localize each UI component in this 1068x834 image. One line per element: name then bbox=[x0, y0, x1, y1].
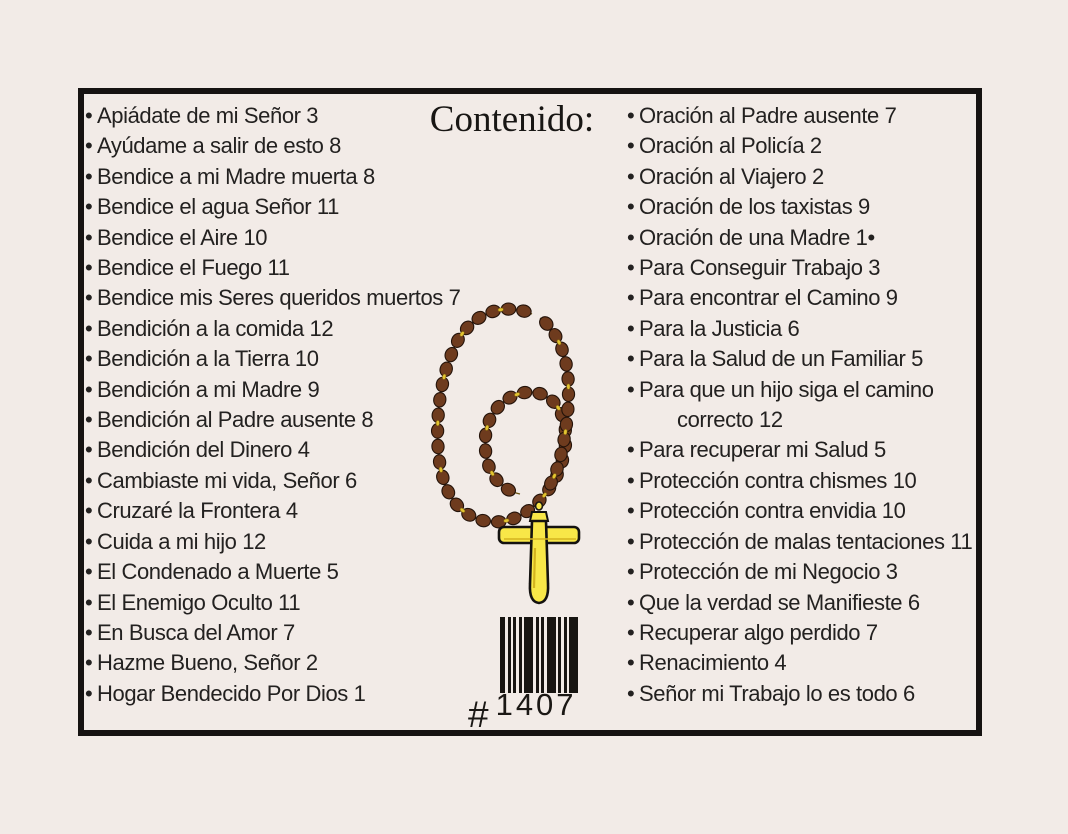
toc-item bbox=[627, 588, 983, 618]
bullet-icon: • bbox=[627, 163, 635, 189]
bullet-icon: • bbox=[627, 589, 635, 615]
toc-item bbox=[85, 223, 505, 253]
toc-item-text: Oración al Padre ausente 7 bbox=[639, 103, 897, 128]
barcode-hash-sign: # bbox=[468, 694, 489, 735]
toc-item bbox=[627, 648, 983, 678]
toc-item-text: Protección contra envidia 10 bbox=[639, 498, 906, 524]
bullet-icon: • bbox=[85, 650, 93, 676]
barcode-bar bbox=[536, 617, 539, 693]
bullet-icon: • bbox=[85, 589, 93, 615]
bullet-icon: • bbox=[85, 680, 93, 706]
toc-item-text: Cruzaré la Frontera 4 bbox=[97, 498, 298, 524]
toc-item bbox=[85, 192, 505, 222]
toc-item bbox=[627, 101, 983, 131]
bullet-icon: • bbox=[627, 619, 635, 645]
toc-item-text: Protección de malas tentaciones 11 bbox=[639, 528, 973, 554]
toc-item-text: Oración al Policía 2 bbox=[639, 133, 822, 159]
toc-item-text: Bendición a mi Madre 9 bbox=[97, 376, 320, 402]
toc-item-text: Cuida a mi hijo 12 bbox=[97, 528, 266, 554]
toc-item bbox=[85, 162, 505, 192]
barcode-bar bbox=[500, 617, 505, 693]
bullet-icon: • bbox=[85, 224, 93, 250]
toc-item-text: Para la Salud de un Familiar 5 bbox=[639, 346, 923, 372]
toc-right-column bbox=[627, 101, 983, 709]
bullet-icon: • bbox=[627, 680, 635, 706]
toc-item-text: Cambiaste mi vida, Señor 6 bbox=[97, 467, 357, 493]
bullet-icon: • bbox=[627, 528, 635, 554]
toc-item-text: Señor mi Trabajo lo es todo 6 bbox=[639, 680, 915, 706]
bullet-icon: • bbox=[85, 133, 93, 159]
rosary-beads bbox=[431, 303, 574, 529]
toc-item-text: Bendice el Fuego 11 bbox=[97, 255, 290, 281]
toc-item bbox=[85, 101, 505, 131]
toc-item-text: Bendice el agua Señor 11 bbox=[97, 194, 339, 220]
toc-item-text: Protección contra chismes 10 bbox=[639, 467, 917, 493]
bullet-icon: • bbox=[85, 498, 93, 524]
bullet-icon: • bbox=[85, 255, 93, 281]
toc-item-text: Para encontrar el Camino 9 bbox=[639, 285, 898, 311]
toc-item-text: Bendición al Padre ausente 8 bbox=[97, 407, 374, 433]
toc-item bbox=[627, 435, 983, 465]
bullet-icon: • bbox=[627, 346, 635, 372]
toc-item bbox=[627, 496, 983, 526]
toc-item bbox=[627, 131, 983, 161]
toc-item bbox=[85, 648, 505, 678]
toc-item-text: Para que un hijo siga el camino bbox=[639, 376, 934, 402]
toc-item bbox=[627, 375, 983, 436]
bullet-icon: • bbox=[627, 285, 635, 311]
toc-item-text: Recuperar algo perdido 7 bbox=[639, 619, 878, 645]
bullet-icon: • bbox=[627, 376, 635, 402]
barcode-number: 1407 bbox=[495, 687, 577, 722]
toc-item-text: Oración al Viajero 2 bbox=[639, 163, 824, 189]
barcode-bar bbox=[558, 617, 561, 693]
barcode-bar bbox=[513, 617, 516, 693]
toc-item-text: En Busca del Amor 7 bbox=[97, 619, 295, 645]
barcode-bar bbox=[508, 617, 511, 693]
bullet-icon: • bbox=[85, 194, 93, 220]
toc-item-text: Bendice el Aire 10 bbox=[97, 224, 268, 250]
toc-item-text: Para recuperar mi Salud 5 bbox=[639, 437, 886, 463]
barcode-bar bbox=[524, 617, 533, 693]
bullet-icon: • bbox=[627, 194, 635, 220]
toc-item-text: El Enemigo Oculto 11 bbox=[97, 589, 301, 615]
bullet-icon: • bbox=[85, 467, 93, 493]
toc-item bbox=[627, 618, 983, 648]
toc-item-text: Apiádate de mi Señor 3 bbox=[97, 103, 319, 128]
toc-item-text: Para Conseguir Trabajo 3 bbox=[639, 255, 881, 281]
toc-item bbox=[627, 223, 983, 253]
toc-item-text: Que la verdad se Manifieste 6 bbox=[639, 589, 920, 615]
toc-item-text: Oración de los taxistas 9 bbox=[639, 194, 870, 220]
toc-item bbox=[85, 679, 505, 709]
barcode-label bbox=[468, 687, 577, 735]
toc-item-text: Bendice mis Seres queridos muertos 7 bbox=[97, 285, 461, 311]
bullet-icon: • bbox=[627, 467, 635, 493]
barcode-bar bbox=[569, 617, 578, 693]
toc-item bbox=[627, 679, 983, 709]
bullet-icon: • bbox=[85, 559, 93, 585]
toc-item bbox=[627, 162, 983, 192]
bullet-icon: • bbox=[85, 285, 93, 311]
toc-item bbox=[627, 466, 983, 496]
barcode-bar bbox=[564, 617, 567, 693]
bullet-icon: • bbox=[627, 255, 635, 281]
barcode-bar bbox=[519, 617, 522, 693]
bullet-icon: • bbox=[85, 528, 93, 554]
bullet-icon: • bbox=[627, 103, 635, 128]
bullet-icon: • bbox=[627, 437, 635, 463]
toc-item bbox=[627, 192, 983, 222]
toc-item-text: El Condenado a Muerte 5 bbox=[97, 559, 339, 585]
toc-item-text: Bendición a la comida 12 bbox=[97, 315, 334, 341]
toc-item-text: Hogar Bendecido Por Dios 1 bbox=[97, 680, 366, 706]
toc-item bbox=[85, 253, 505, 283]
toc-item bbox=[627, 314, 983, 344]
toc-item-text: Ayúdame a salir de esto 8 bbox=[97, 133, 341, 159]
toc-item-text: Para la Justicia 6 bbox=[639, 315, 800, 341]
toc-item-text: Renacimiento 4 bbox=[639, 650, 787, 676]
bullet-icon: • bbox=[627, 224, 635, 250]
bullet-icon: • bbox=[85, 407, 93, 433]
toc-item bbox=[85, 618, 505, 648]
bullet-icon: • bbox=[627, 650, 635, 676]
toc-item bbox=[627, 527, 983, 557]
toc-item-text: Hazme Bueno, Señor 2 bbox=[97, 650, 318, 676]
bullet-icon: • bbox=[627, 133, 635, 159]
toc-item-text: Bendice a mi Madre muerta 8 bbox=[97, 163, 375, 189]
bullet-icon: • bbox=[85, 346, 93, 372]
toc-item-text: Oración de una Madre 1• bbox=[639, 224, 875, 250]
page-title: Contenido: bbox=[429, 99, 595, 140]
toc-item bbox=[85, 131, 505, 161]
barcode-bars bbox=[500, 617, 578, 693]
toc-item-text: Protección de mi Negocio 3 bbox=[639, 559, 898, 585]
bullet-icon: • bbox=[85, 103, 93, 128]
barcode-bar bbox=[541, 617, 544, 693]
bullet-icon: • bbox=[627, 315, 635, 341]
barcode-bar bbox=[547, 617, 556, 693]
bullet-icon: • bbox=[85, 315, 93, 341]
rosary-illustration bbox=[420, 288, 620, 618]
toc-item bbox=[627, 283, 983, 313]
toc-item-text: Bendición a la Tierra 10 bbox=[97, 346, 319, 372]
bullet-icon: • bbox=[85, 163, 93, 189]
toc-item bbox=[627, 253, 983, 283]
toc-item-text: Bendición del Dinero 4 bbox=[97, 437, 310, 463]
bullet-icon: • bbox=[627, 559, 635, 585]
bullet-icon: • bbox=[85, 437, 93, 463]
toc-item-text-continued: correcto 12 bbox=[677, 407, 783, 433]
toc-item bbox=[627, 344, 983, 374]
bullet-icon: • bbox=[627, 498, 635, 524]
toc-item bbox=[627, 557, 983, 587]
bullet-icon: • bbox=[85, 376, 93, 402]
bullet-icon: • bbox=[85, 619, 93, 645]
